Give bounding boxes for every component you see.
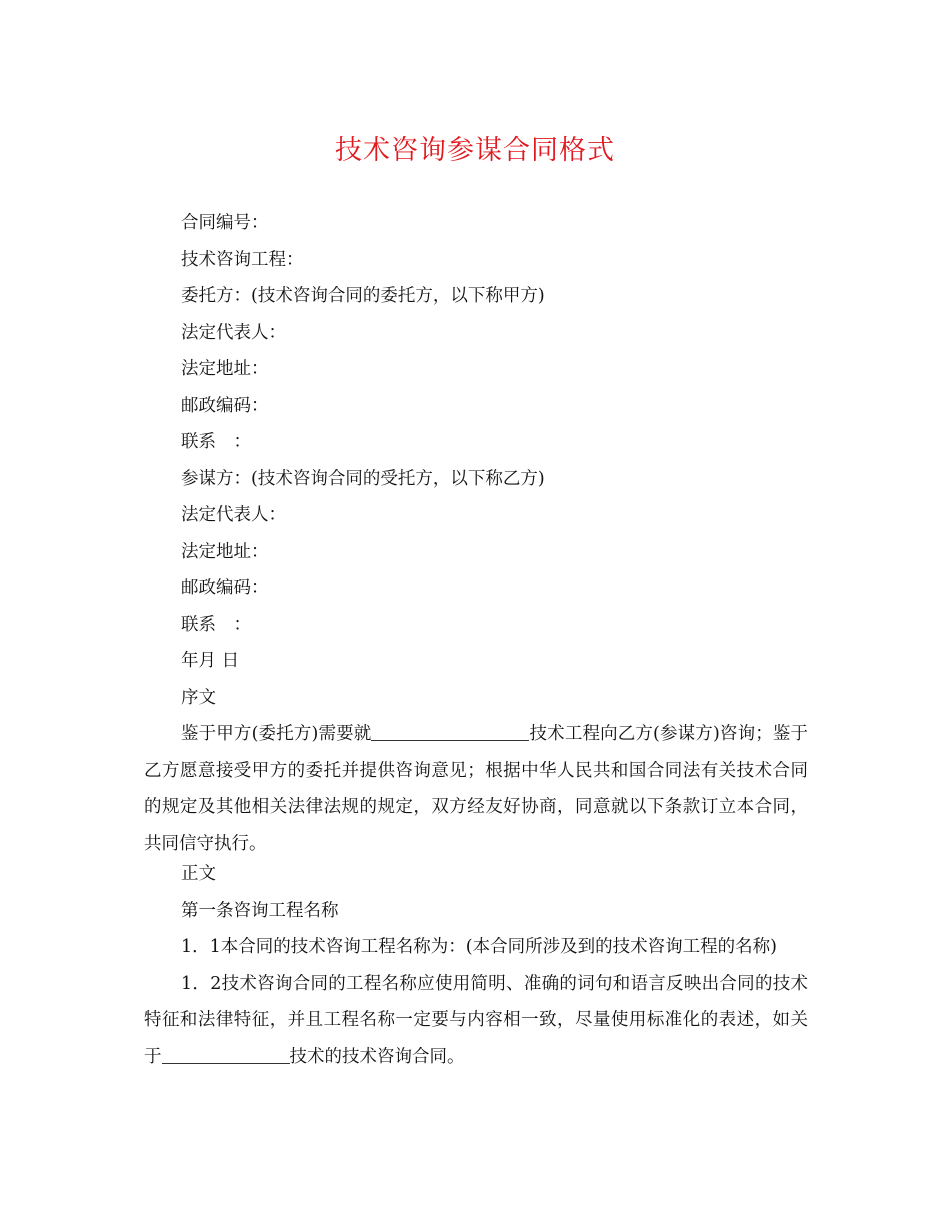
field-consultant-legal-rep: 法定代表人： — [181, 505, 286, 525]
header-fields — [181, 205, 821, 716]
field-consultant-contact: 联系 ： — [181, 614, 251, 635]
clause-1-2 — [144, 966, 808, 1076]
preamble-blank-line — [371, 720, 529, 741]
field-consultant: 参谋方：(技术咨询合同的受托方，以下称乙方) — [181, 468, 545, 489]
clause-1-2-blank-line — [162, 1043, 290, 1064]
field-consultant-postcode: 邮政编码： — [181, 578, 269, 598]
field-client-contact: 联系 ： — [181, 432, 251, 452]
clause-1-1: 1．1本合同的技术咨询工程名称为：(本合同所涉及到的技术咨询工程的名称) — [181, 937, 777, 957]
field-consulting-project: 技术咨询工程： — [181, 249, 304, 270]
field-client-address: 法定地址： — [181, 359, 269, 379]
preamble-paragraph — [144, 716, 808, 862]
field-client-legal-rep: 法定代表人： — [181, 322, 286, 343]
section-preface-heading: 序文 — [181, 687, 216, 708]
clause-1-2-text-before: 1．2技术咨询合同的工程名称应使用简明、准确的词句和语言反映出合同的技术特征和法律特征，并且工程名称一定要与内容相一致，尽量使用标准化的表述，如关于 — [144, 973, 808, 1067]
field-contract-number: 合同编号： — [181, 213, 269, 233]
field-date: 年月 日 — [181, 651, 240, 671]
preamble-text-before: 鉴于甲方(委托方)需要就 — [181, 724, 372, 744]
document-title: 技术咨询参谋合同格式 — [335, 135, 615, 166]
field-client: 委托方：(技术咨询合同的委托方，以下称甲方) — [181, 286, 545, 306]
main-body — [144, 856, 808, 1075]
article-1-heading: 第一条咨询工程名称 — [181, 900, 339, 921]
clause-1-2-text-after: 技术的技术咨询合同。 — [289, 1046, 465, 1067]
field-consultant-address: 法定地址： — [181, 541, 269, 562]
body-heading: 正文 — [181, 864, 216, 884]
preamble-text-after: 技术工程向乙方(参谋方)咨询；鉴于乙方愿意接受甲方的委托并提供咨询意见；根据中华人民共和国合同法有关技术合同的规定及其他相关法律法规的规定，双方经友好协商，同意就以下条款订立本合同，共同信守执行。 — [144, 724, 808, 854]
field-client-postcode: 邮政编码： — [181, 395, 269, 416]
